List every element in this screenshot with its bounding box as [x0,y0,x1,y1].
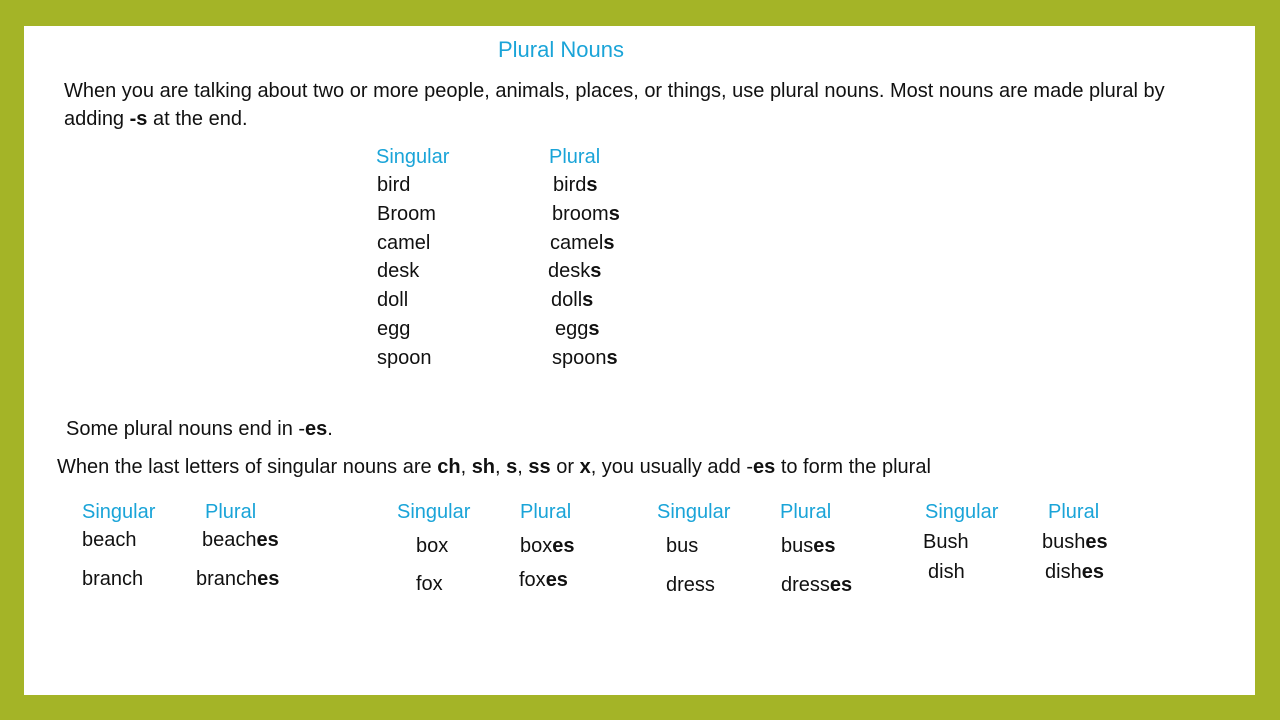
plural-suffix: es [257,568,280,590]
rule-sep: , [460,456,472,478]
plural-word [1045,561,1104,584]
plural-word [1042,531,1108,554]
es-note-suffix: es [305,418,328,440]
plural-word [781,574,852,597]
singular-word: egg [377,318,411,340]
rule-ending: s [506,456,518,478]
plural-stem: dress [781,574,830,596]
slide [24,26,1255,695]
plural-suffix: s [582,289,594,311]
singular-header: Singular [82,501,156,523]
singular-word: Broom [377,203,436,225]
plural-header: Plural [205,501,257,523]
plural-header: Plural [549,146,601,168]
intro-text: When you are talking about two or more people, animals, places, or things, use plural nouns. Most nouns are made plural by adding [64,80,1165,130]
plural-stem: spoon [552,347,607,369]
es-rule [57,456,931,479]
es-note-end: . [327,418,333,440]
plural-word [550,232,614,255]
rule-sep: , [495,456,507,478]
plural-word [552,203,620,226]
plural-suffix: es [1085,531,1108,553]
plural-suffix: s [606,347,618,369]
plural-suffix: es [256,529,279,551]
plural-stem: beach [202,529,257,551]
plural-suffix: s [590,260,602,282]
singular-header: Singular [657,501,731,523]
rule-sep: , [517,456,529,478]
intro-suffix: -s [129,108,148,130]
plural-word [555,318,600,341]
rule-ending: ss [528,456,551,478]
plural-stem: bush [1042,531,1086,553]
singular-word: doll [377,289,409,311]
singular-word: fox [416,573,443,595]
plural-word [520,535,575,558]
plural-suffix: es [813,535,836,557]
rule-ending: x [579,456,591,478]
plural-stem: fox [519,569,546,591]
plural-stem: broom [552,203,609,225]
plural-stem: branch [196,568,258,590]
es-note-text: Some plural nouns end in - [66,418,306,440]
singular-word: bird [377,174,411,196]
plural-stem: desk [548,260,591,282]
plural-suffix: s [588,318,600,340]
singular-word: camel [377,232,431,254]
page-title: Plural Nouns [498,37,624,62]
plural-stem: dish [1045,561,1082,583]
plural-suffix: s [608,203,620,225]
singular-word: bus [666,535,699,557]
rule-ending: sh [471,456,496,478]
rule-sep: , you usually add - [590,456,754,478]
plural-header: Plural [520,501,572,523]
plural-word [551,289,593,312]
singular-word: desk [377,260,420,282]
singular-word: box [416,535,449,557]
singular-word: branch [82,568,144,590]
plural-word [202,529,279,552]
rule-text: When the last letters of singular nouns are [57,456,438,478]
singular-header: Singular [925,501,999,523]
plural-header: Plural [780,501,832,523]
singular-word: dish [928,561,965,583]
rule-suffix: es [753,456,776,478]
plural-stem: box [520,535,553,557]
rule-ending: ch [437,456,461,478]
rule-text-end: to form the plural [775,456,931,478]
plural-word [553,174,597,197]
plural-suffix: s [586,174,598,196]
plural-word [781,535,836,558]
plural-stem: egg [555,318,589,340]
singular-word: Bush [923,531,969,553]
plural-stem: camel [550,232,604,254]
singular-word: beach [82,529,137,551]
plural-suffix: es [545,569,568,591]
plural-stem: bird [553,174,587,196]
singular-word: spoon [377,347,432,369]
intro-paragraph [64,77,1214,133]
rule-sep: or [550,456,580,478]
plural-word [519,569,568,592]
singular-header: Singular [397,501,471,523]
plural-word [548,260,601,283]
plural-stem: doll [551,289,583,311]
plural-suffix: es [552,535,575,557]
intro-end: at the end. [147,108,248,130]
singular-word: dress [666,574,715,596]
plural-word [552,347,618,370]
plural-word [196,568,279,591]
es-note [66,418,333,441]
plural-suffix: s [603,232,615,254]
plural-header: Plural [1048,501,1100,523]
plural-suffix: es [829,574,853,596]
plural-stem: bus [781,535,814,557]
plural-suffix: es [1081,561,1104,583]
singular-header: Singular [376,146,450,168]
